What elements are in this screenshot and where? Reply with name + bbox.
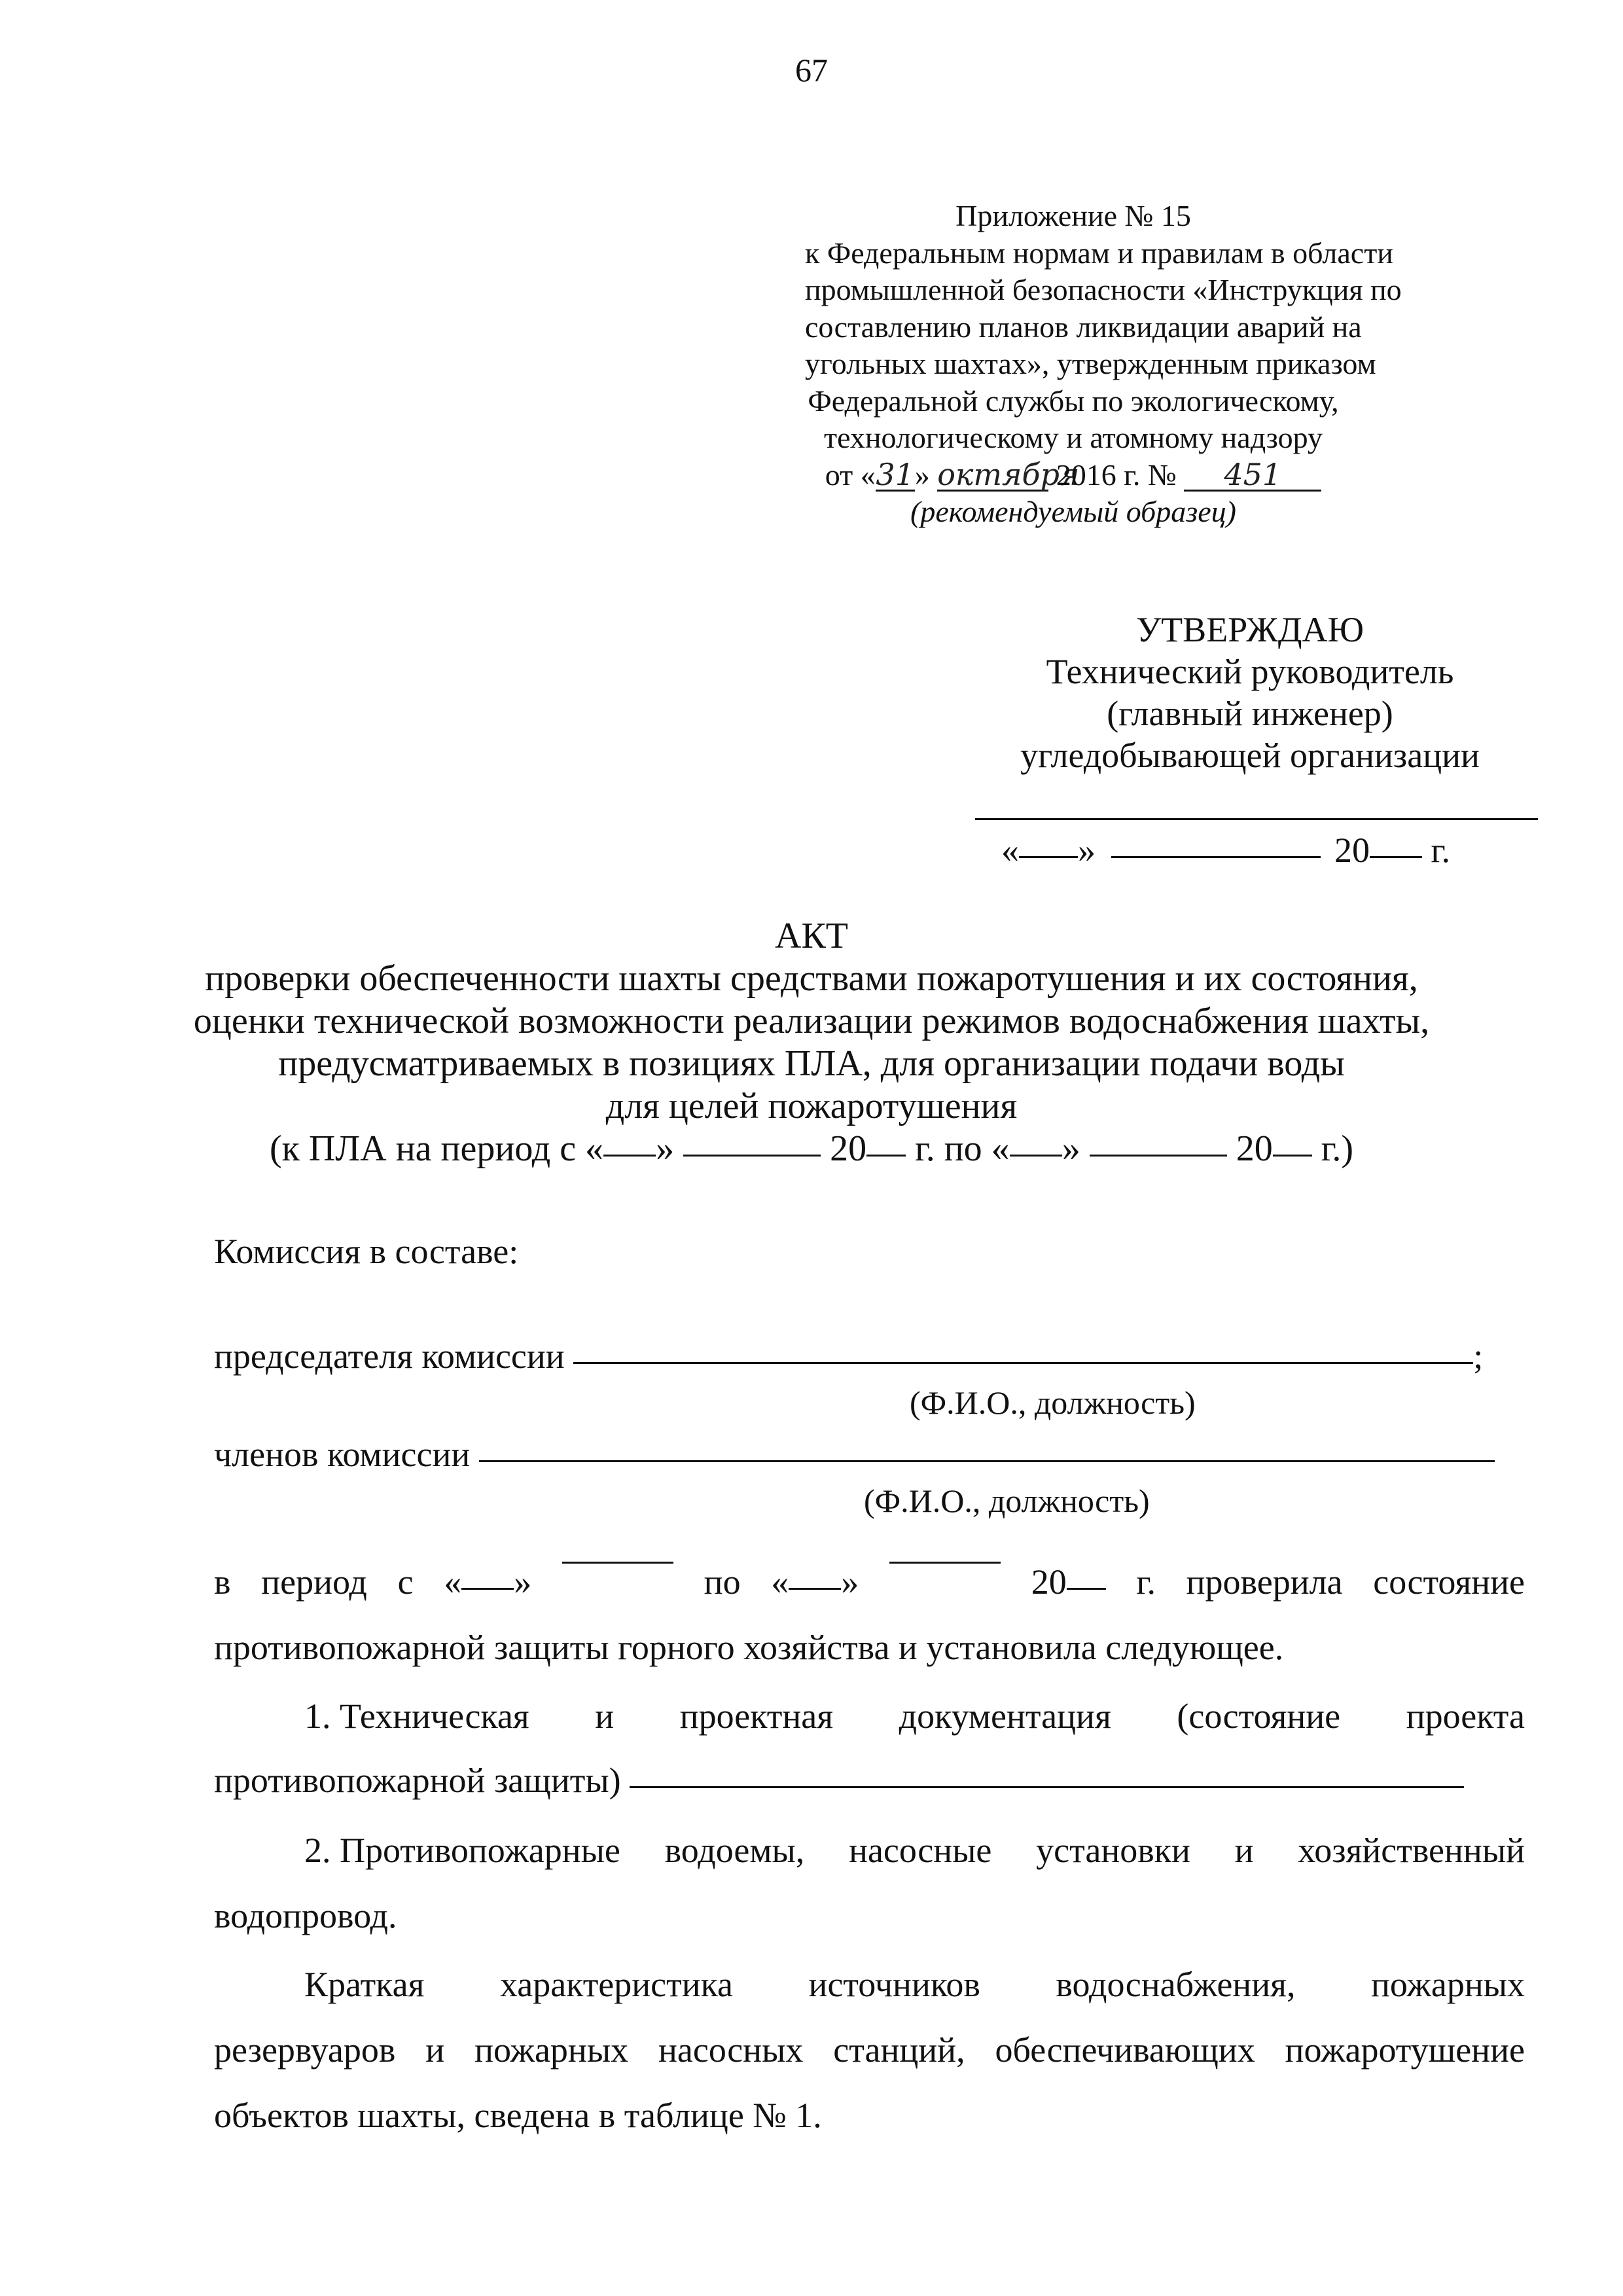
- period-check-line-2: противопожарной защиты горного хозяйства и установила следующее.: [214, 1628, 1284, 1667]
- approval-date: [1001, 830, 1450, 870]
- appendix-line: технологическому и атомному надзору: [824, 421, 1323, 454]
- word: водоснабжения,: [1056, 1965, 1296, 2004]
- title-line: проверки обеспеченности шахты средствами пожаротушения и их состояния,: [205, 958, 1418, 999]
- members-caption: (Ф.И.О., должность): [864, 1482, 1150, 1519]
- period-month-blank[interactable]: [683, 1154, 821, 1157]
- month-blank[interactable]: [1111, 855, 1321, 858]
- word: характеристика: [499, 1965, 734, 2004]
- word: (состояние: [1177, 1696, 1341, 1736]
- word: в: [214, 1562, 231, 1602]
- period-month-blank[interactable]: [1090, 1154, 1227, 1157]
- summary-line-3: объектов шахты, сведена в таблице № 1.: [214, 2096, 822, 2135]
- appendix-line: промышленной безопасности «Инструкция по: [805, 273, 1402, 306]
- year-blank[interactable]: [1370, 855, 1422, 858]
- period-year: 20: [1236, 1128, 1273, 1169]
- order-date-prefix: от «: [825, 457, 876, 492]
- word: насосные: [849, 1831, 992, 1870]
- year-field: [1031, 1561, 1106, 1603]
- chairman-line: [214, 1335, 1525, 1377]
- word: хозяйственный: [1298, 1831, 1525, 1870]
- day-blank[interactable]: [789, 1587, 841, 1590]
- word: документация: [899, 1696, 1111, 1736]
- word: водоемы,: [664, 1831, 805, 1870]
- month-blank[interactable]: [562, 1561, 673, 1564]
- quote-close: »: [656, 1128, 675, 1169]
- word: проекта: [1406, 1696, 1525, 1736]
- recommended-sample-note: (рекомендуемый образец): [910, 495, 1236, 528]
- word: период: [261, 1562, 367, 1602]
- word: пожарных: [474, 2030, 629, 2070]
- appendix-line: Приложение № 15: [955, 199, 1191, 232]
- act-title: [0, 915, 1623, 1170]
- word: проектная: [679, 1696, 834, 1736]
- chairman-label: председателя комиссии: [214, 1336, 565, 1376]
- quote-open: «: [1001, 831, 1019, 870]
- word: пожаротушение: [1285, 2030, 1525, 2070]
- item2-line: [304, 1829, 1525, 1871]
- day-blank[interactable]: [1019, 855, 1078, 858]
- semicolon: ;: [1473, 1336, 1484, 1376]
- appendix-line: угольных шахтах», утвержденным приказом: [805, 347, 1376, 380]
- period-check-line: [214, 1561, 1525, 1603]
- day-field: [444, 1561, 531, 1603]
- approval-line: УТВЕРЖДАЮ: [1135, 610, 1364, 649]
- word: станций,: [833, 2030, 965, 2070]
- word: пожарных: [1370, 1965, 1525, 2004]
- commission-intro: Комиссия в составе:: [214, 1232, 519, 1271]
- title-line: для целей пожаротушения: [605, 1086, 1018, 1126]
- period-year-blank[interactable]: [866, 1154, 906, 1157]
- period-year-blank[interactable]: [1273, 1154, 1312, 1157]
- word: насосных: [658, 2030, 804, 2070]
- period-mid: г. по «: [915, 1128, 1010, 1169]
- chairman-caption: (Ф.И.О., должность): [910, 1384, 1196, 1421]
- word: и: [595, 1696, 615, 1736]
- title-line: оценки технической возможности реализации режимов водоснабжения шахты,: [193, 1001, 1430, 1041]
- word: состояние: [1373, 1562, 1525, 1602]
- appendix-line: к Федеральным нормам и правилам в области: [805, 236, 1393, 270]
- order-year: 2016 г. №: [1056, 457, 1177, 492]
- period-prefix: (к ПЛА на период с «: [269, 1128, 604, 1169]
- period-day-blank[interactable]: [1010, 1154, 1062, 1157]
- approval-line: (главный инженер): [1107, 694, 1393, 733]
- year-prefix: 20: [1031, 1562, 1067, 1602]
- word: с: [397, 1562, 414, 1602]
- title-line: предусматриваемых в позициях ПЛА, для организации подачи воды: [278, 1043, 1345, 1084]
- word: установки: [1036, 1831, 1190, 1870]
- quote-close: »: [1078, 831, 1096, 870]
- quote-close: »: [841, 1562, 859, 1602]
- quote-open: «: [771, 1562, 789, 1602]
- year-prefix: 20: [1334, 831, 1370, 870]
- word: источников: [808, 1965, 980, 2004]
- quote-close: »: [1061, 1128, 1080, 1169]
- signature-line[interactable]: [975, 818, 1538, 820]
- word: обеспечивающих: [995, 2030, 1255, 2070]
- word: по: [704, 1562, 741, 1602]
- item1-line: [304, 1695, 1525, 1737]
- month-blank[interactable]: [889, 1561, 1001, 1564]
- word: 2. Противопожарные: [304, 1831, 620, 1870]
- summary-line-2: [214, 2029, 1525, 2071]
- approval-block: [962, 609, 1538, 776]
- appendix-line: составлению планов ликвидации аварий на: [805, 310, 1362, 344]
- word: резервуаров: [214, 2030, 396, 2070]
- handwritten-month: октября: [937, 456, 1080, 492]
- approval-line: угледобывающей организации: [1020, 736, 1480, 775]
- chairman-blank[interactable]: [573, 1361, 1473, 1364]
- handwritten-order-number: 451: [1184, 459, 1321, 492]
- order-date-line: от «31» октября 2016 г. № 451: [805, 457, 1342, 494]
- item1-line-2: [214, 1759, 1525, 1801]
- members-line: [214, 1433, 1525, 1475]
- period-suffix: г.): [1321, 1128, 1353, 1169]
- word: Краткая: [304, 1965, 425, 2004]
- members-blank[interactable]: [479, 1460, 1495, 1462]
- members-label: членов комиссии: [214, 1435, 471, 1474]
- year-suffix: г.: [1431, 831, 1451, 870]
- page-number: 67: [795, 52, 828, 88]
- period-day-blank[interactable]: [603, 1154, 656, 1157]
- period-line: [0, 1128, 1623, 1170]
- quote-close: »: [514, 1562, 532, 1602]
- word: г.: [1136, 1562, 1156, 1602]
- word: проверила: [1186, 1562, 1343, 1602]
- word: и: [425, 2030, 445, 2070]
- word: 1. Техническая: [304, 1696, 529, 1736]
- appendix-header: [805, 198, 1402, 531]
- day-blank[interactable]: [461, 1587, 514, 1590]
- approval-line: Технический руководитель: [1046, 652, 1454, 691]
- year-blank[interactable]: [1067, 1587, 1106, 1590]
- word: и: [1234, 1831, 1254, 1870]
- quote-open: «: [444, 1562, 462, 1602]
- act-heading: АКТ: [775, 916, 848, 956]
- project-state-blank[interactable]: [630, 1785, 1464, 1788]
- summary-line: [304, 1964, 1525, 2005]
- appendix-line: Федеральной службы по экологическому,: [808, 384, 1339, 418]
- item2-line-2: водопровод.: [214, 1896, 397, 1935]
- period-year: 20: [830, 1128, 867, 1169]
- day-field: [771, 1561, 859, 1603]
- handwritten-day: 31: [876, 456, 914, 492]
- item1-text: противопожарной защиты): [214, 1761, 621, 1800]
